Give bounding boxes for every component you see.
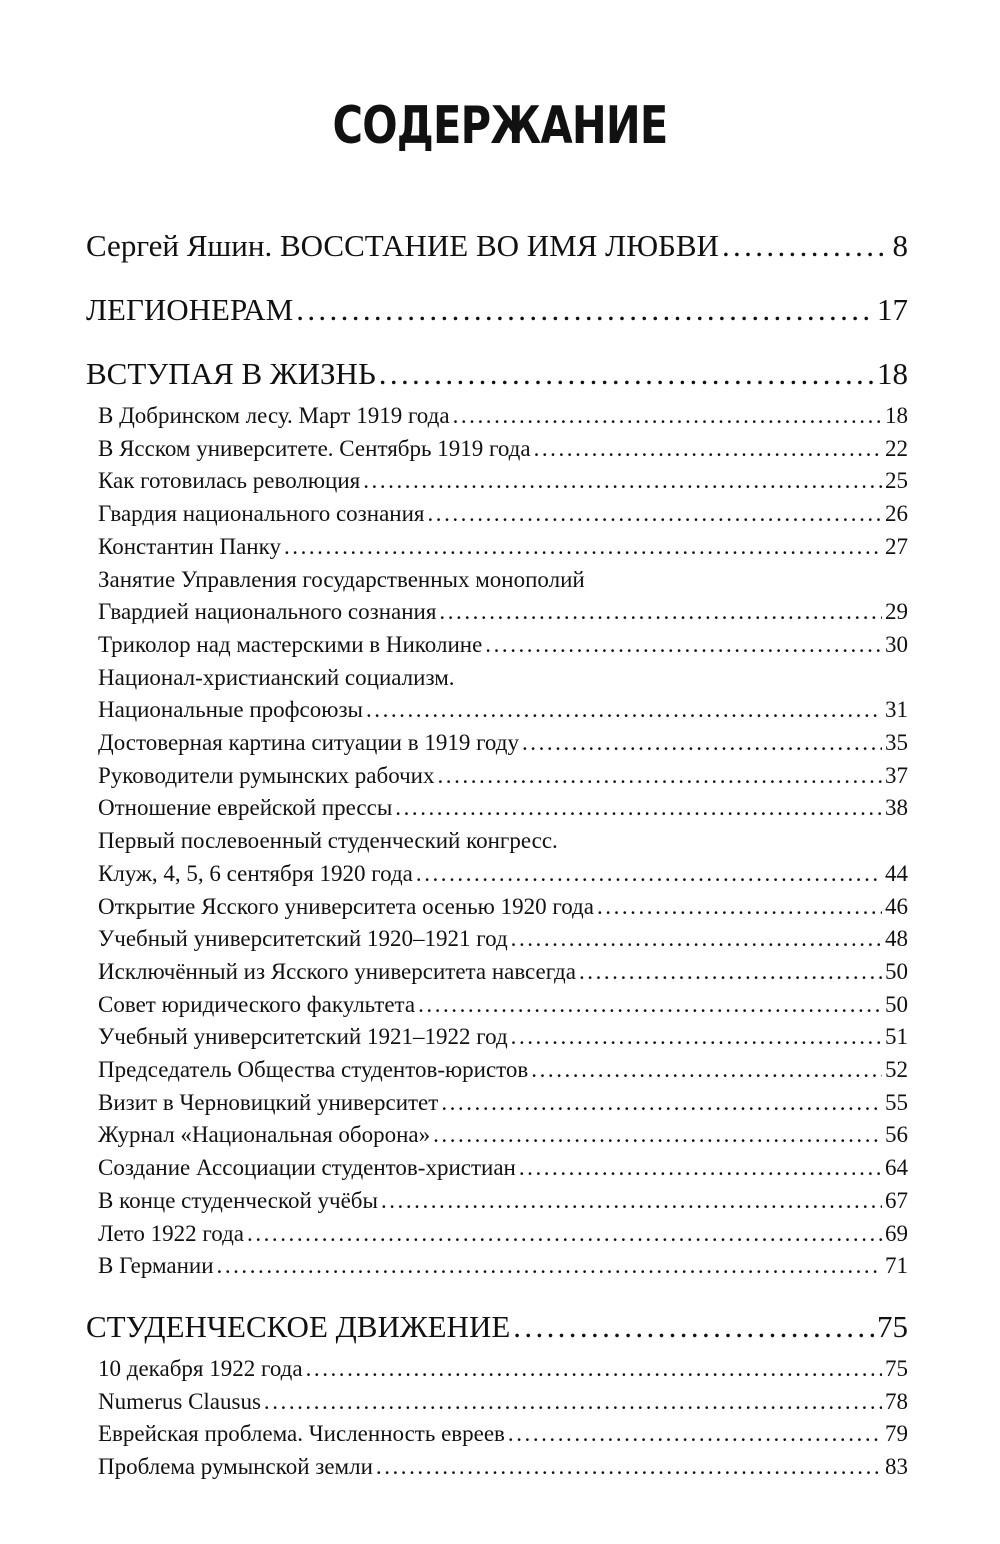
dot-leader bbox=[439, 596, 882, 629]
toc-entry-page-number: 37 bbox=[885, 762, 908, 788]
dot-leader bbox=[217, 1250, 882, 1283]
toc-entry-label: Клуж, 4, 5, 6 сентября 1920 года bbox=[98, 860, 413, 886]
toc-entry-label: Достоверная картина ситуации в 1919 году bbox=[98, 730, 519, 756]
toc-part-entry-label: Сергей Яшин. ВОССТАНИЕ ВО ИМЯ ЛЮБВИ bbox=[86, 228, 719, 263]
dot-leader bbox=[722, 226, 890, 266]
toc-part-entry-label: ВСТУПАЯ В ЖИЗНЬ bbox=[86, 356, 376, 391]
toc-entry-page-number: 31 bbox=[885, 697, 908, 723]
toc-entry-page-number: 69 bbox=[885, 1220, 908, 1246]
dot-leader bbox=[534, 433, 882, 466]
toc-entry-label: Национальные профсоюзы bbox=[98, 697, 363, 723]
toc-entry-page-number: 50 bbox=[885, 991, 908, 1017]
dot-leader bbox=[453, 400, 882, 433]
dot-leader bbox=[519, 1152, 882, 1185]
toc-entry-label: Создание Ассоциации студентов-христиан bbox=[98, 1155, 516, 1181]
toc-entry-page-number: 44 bbox=[885, 860, 908, 886]
toc-entry-label: В Германии bbox=[98, 1253, 214, 1279]
toc-entry-page-number: 38 bbox=[885, 795, 908, 821]
toc-entry-page-number: 30 bbox=[885, 631, 908, 657]
dot-leader bbox=[485, 629, 882, 662]
toc-entry-page-number: 56 bbox=[885, 1122, 908, 1148]
toc-entry-label: Учебный университетский 1921–1922 год bbox=[98, 1024, 508, 1050]
dot-leader bbox=[579, 956, 882, 989]
dot-leader bbox=[508, 1418, 882, 1451]
toc-entry-page-number: 35 bbox=[885, 730, 908, 756]
toc-entry-first-line: Первый послевоенный студенческий конгресс. bbox=[98, 828, 558, 854]
table-of-contents bbox=[86, 226, 908, 1484]
toc-entry[interactable] bbox=[98, 792, 908, 825]
toc-entry[interactable] bbox=[98, 1054, 908, 1087]
toc-entry-page-number: 79 bbox=[885, 1421, 908, 1447]
toc-chapter-list bbox=[86, 1353, 908, 1484]
toc-entry-label: Журнал «Национальная оборона» bbox=[98, 1122, 431, 1148]
toc-entry[interactable] bbox=[98, 1087, 908, 1120]
toc-entry-label: В Добринском лесу. Март 1919 года bbox=[98, 403, 450, 428]
toc-entry-page-number: 75 bbox=[885, 1355, 908, 1381]
dot-leader bbox=[296, 290, 874, 330]
toc-entry[interactable] bbox=[98, 1021, 908, 1054]
dot-leader bbox=[284, 531, 882, 564]
dot-leader bbox=[247, 1218, 882, 1251]
toc-entry[interactable] bbox=[98, 694, 908, 727]
toc-chapter-list bbox=[86, 400, 908, 1283]
toc-entry-page-number: 46 bbox=[885, 893, 908, 919]
toc-entry[interactable] bbox=[98, 1418, 908, 1451]
toc-entry-page-number: 50 bbox=[885, 958, 908, 984]
toc-entry-label: Проблема румынской земли bbox=[98, 1454, 373, 1480]
toc-entry-page-number: 78 bbox=[885, 1388, 908, 1414]
toc-entry[interactable] bbox=[98, 923, 908, 956]
toc-part-entry-page-number: 75 bbox=[877, 1308, 908, 1344]
toc-entry-page-number: 52 bbox=[885, 1057, 908, 1083]
dot-leader bbox=[366, 694, 882, 727]
dot-leader bbox=[522, 727, 882, 760]
dot-leader bbox=[433, 1119, 882, 1152]
toc-entry-label: Триколор над мастерскими в Николине bbox=[98, 631, 483, 657]
toc-entry-label: Отношение еврейской прессы bbox=[98, 795, 393, 821]
toc-entry-label: Гвардия национального сознания bbox=[98, 501, 425, 527]
toc-entry-page-number: 71 bbox=[885, 1253, 908, 1279]
toc-entry-page-number: 27 bbox=[885, 533, 908, 559]
toc-part-entry-label: СТУДЕНЧЕСКОЕ ДВИЖЕНИЕ bbox=[86, 1308, 511, 1344]
toc-entry-label: Председатель Общества студентов-юристов bbox=[98, 1057, 529, 1083]
toc-entry-label: В конце студенческой учёбы bbox=[98, 1187, 378, 1213]
toc-entry-label: Гвардией национального сознания bbox=[98, 599, 437, 625]
toc-entry-page-number: 29 bbox=[885, 599, 908, 625]
dot-leader bbox=[418, 989, 882, 1022]
toc-entry-page-number: 26 bbox=[885, 501, 908, 527]
toc-entry-label: Лето 1922 года bbox=[98, 1220, 245, 1246]
dot-leader bbox=[416, 858, 882, 891]
toc-entry[interactable] bbox=[98, 956, 908, 989]
toc-entry[interactable] bbox=[98, 891, 908, 924]
toc-entry[interactable] bbox=[98, 1353, 908, 1386]
toc-part-entry[interactable] bbox=[86, 354, 908, 394]
dot-leader bbox=[264, 1386, 882, 1419]
toc-entry-page-number: 67 bbox=[885, 1187, 908, 1213]
toc-entry[interactable] bbox=[98, 465, 908, 498]
toc-part-entry-page-number: 17 bbox=[877, 292, 908, 327]
dot-leader bbox=[438, 760, 883, 793]
dot-leader bbox=[511, 1021, 882, 1054]
dot-leader bbox=[381, 1185, 882, 1218]
toc-entry[interactable] bbox=[98, 1152, 908, 1185]
toc-entry[interactable] bbox=[98, 596, 908, 629]
dot-leader bbox=[427, 498, 882, 531]
toc-entry[interactable] bbox=[98, 727, 908, 760]
toc-entry-label: Исключённый из Ясского университета навсегда bbox=[98, 958, 576, 984]
toc-entry[interactable] bbox=[98, 1451, 908, 1484]
toc-entry-label: Открытие Ясского университета осенью 1920 года bbox=[98, 893, 594, 919]
dot-leader bbox=[511, 923, 882, 956]
toc-entry-page-number: 22 bbox=[885, 435, 908, 461]
toc-entry[interactable] bbox=[98, 1218, 908, 1251]
toc-part-entry[interactable] bbox=[86, 1307, 908, 1347]
toc-entry-first-line: Занятие Управления государственных монополий bbox=[98, 566, 585, 592]
toc-entry[interactable] bbox=[98, 989, 908, 1022]
toc-part-entry-page-number: 18 bbox=[877, 356, 908, 391]
toc-entry[interactable] bbox=[98, 629, 908, 662]
toc-entry-page-number: 83 bbox=[885, 1454, 908, 1480]
dot-leader bbox=[441, 1087, 882, 1120]
toc-part-entry[interactable] bbox=[86, 290, 908, 330]
toc-entry-page-number: 51 bbox=[885, 1024, 908, 1050]
toc-entry[interactable] bbox=[98, 433, 908, 466]
toc-entry[interactable] bbox=[98, 531, 908, 564]
toc-entry[interactable] bbox=[98, 1185, 908, 1218]
toc-part-entry[interactable] bbox=[86, 226, 908, 266]
toc-entry[interactable] bbox=[98, 1119, 908, 1152]
dot-leader bbox=[306, 1353, 882, 1386]
toc-entry-label: Константин Панку bbox=[98, 533, 281, 559]
dot-leader bbox=[363, 465, 882, 498]
toc-entry-label: Визит в Черновицкий университет bbox=[98, 1089, 439, 1115]
toc-entry-first-line: Национал-христианский социализм. bbox=[98, 664, 455, 690]
dot-leader bbox=[395, 792, 882, 825]
toc-entry-page-number: 64 bbox=[885, 1155, 908, 1181]
dot-leader bbox=[376, 1451, 882, 1484]
toc-part-entry-label: ЛЕГИОНЕРАМ bbox=[86, 292, 294, 327]
toc-entry[interactable] bbox=[98, 498, 908, 531]
toc-entry-label: Совет юридического факультета bbox=[98, 991, 416, 1017]
toc-entry-label: Numerus Clausus bbox=[98, 1388, 261, 1414]
toc-entry-label: Учебный университетский 1920–1921 год bbox=[98, 926, 508, 952]
toc-entry-page-number: 25 bbox=[885, 468, 908, 494]
toc-entry[interactable] bbox=[98, 400, 908, 433]
toc-entry[interactable] bbox=[98, 760, 908, 793]
toc-entry-label: Руководители румынских рабочих bbox=[98, 762, 435, 788]
toc-entry-page-number: 48 bbox=[885, 926, 908, 952]
toc-entry-label: 10 декабря 1922 года bbox=[98, 1355, 303, 1381]
dot-leader bbox=[531, 1054, 882, 1087]
toc-entry-page-number: 55 bbox=[885, 1089, 908, 1115]
dot-leader bbox=[513, 1307, 874, 1347]
toc-entry[interactable] bbox=[98, 1386, 908, 1419]
toc-entry-label: Как готовилась революция bbox=[98, 468, 361, 494]
toc-entry-page-number: 18 bbox=[885, 403, 908, 428]
dot-leader bbox=[379, 354, 874, 394]
toc-entry[interactable] bbox=[98, 858, 908, 891]
toc-entry-label: В Ясском университете. Сентябрь 1919 года bbox=[98, 435, 531, 461]
dot-leader bbox=[597, 891, 882, 924]
toc-entry-label: Еврейская проблема. Численность евреев bbox=[98, 1421, 505, 1447]
toc-entry[interactable] bbox=[98, 1250, 908, 1283]
toc-part-entry-page-number: 8 bbox=[892, 228, 908, 263]
page-title: СОДЕРЖАНИЕ bbox=[332, 96, 668, 156]
